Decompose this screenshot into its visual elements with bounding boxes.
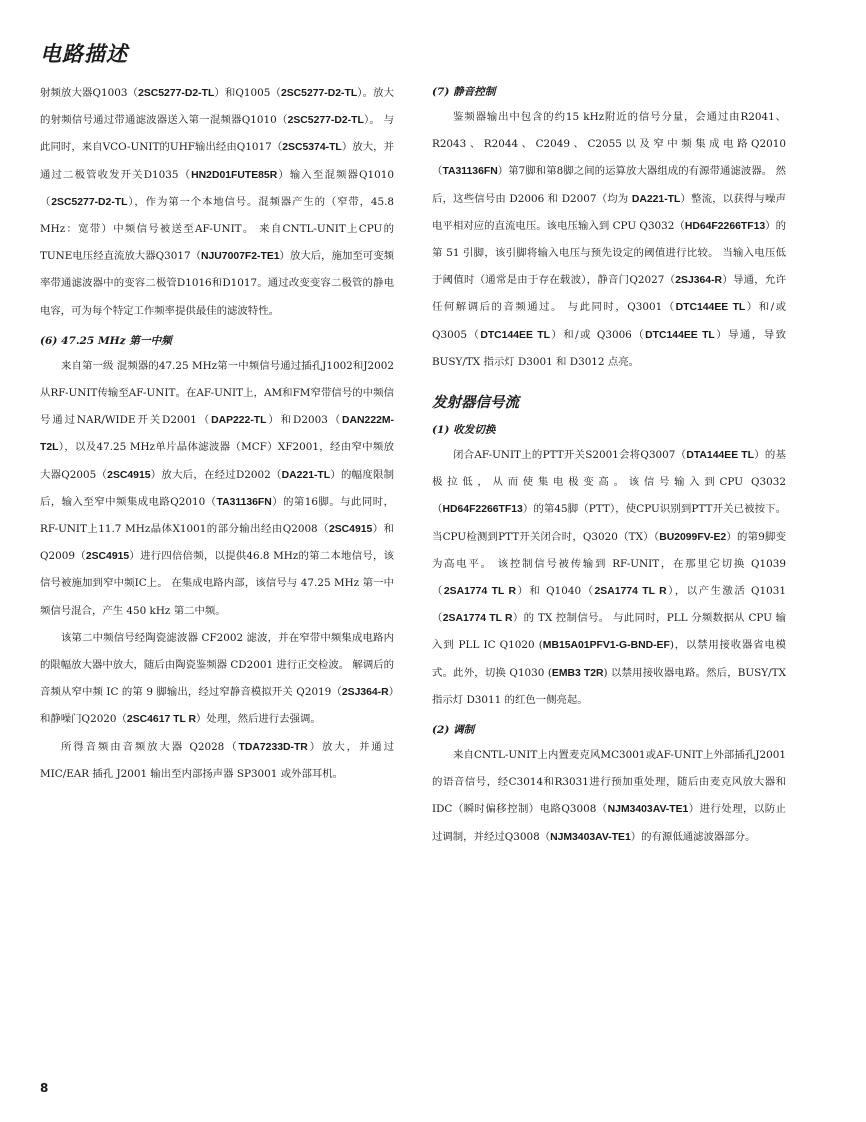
paragraph-text: ）处理，然后进行去强调。 <box>196 713 321 726</box>
paragraph-text: 来自第一级 混频器的47.25 MHz第一中频信号通过插孔J1002和J2002从RF-UNIT传输至AF-UNIT。在AF-UNIT上，AM和FM窄带信号的中频信号通过NAR/WIDE开关D2001（ <box>40 359 394 427</box>
paragraph-text: 射频放大器Q1003（ <box>40 87 139 99</box>
part-number: MB15A01PFV1-G-BND-EF <box>542 640 670 652</box>
part-number: 2SC4915 <box>85 551 130 563</box>
paragraph-text: 所得音频由音频放大器 Q2028（ <box>61 740 239 753</box>
paragraph-text: 闭合AF-UNIT上的PTT开关S2001会将Q3007（ <box>453 449 687 462</box>
part-number: 2SA1774 TL R <box>442 613 513 625</box>
paragraph-text: ）和静噪门Q2020（ <box>40 686 394 726</box>
paragraph-text: ）的第16脚。与此同时，RF-UNIT上11.7 MHz晶体X1001的部分输出经由Q2008（ <box>40 495 394 536</box>
paragraph-text: ）导通，允许任何解调后的音频通过。 与此同时，Q3001（ <box>432 274 787 314</box>
page-title: 电路描述 <box>40 42 128 66</box>
part-number: NJM3403AV-TE1 <box>550 831 631 843</box>
heading-tx-rx-switching: (1) 收发切换 <box>432 424 496 437</box>
page-number: 8 <box>40 1081 49 1095</box>
paragraph-text: ）放大，并通过MIC/EAR 插孔 J2001 输出至内部扬声器 SP3001 或外部耳机。 <box>40 740 395 780</box>
paragraph-text: ），作为第一个本地信号。混频器产生的（窄带，45.8 MHz：宽带）中频信号被送至AF-UNIT。 来自CNTL-UNIT上CPU的TUNE电压经直流放大器Q3017（ <box>40 195 395 263</box>
paragraph-audio-amplifier <box>40 734 394 788</box>
paragraph-text: ）整流，以获得与噪声电平相对应的直流电压。该电压输入到 CPU Q3032（ <box>432 192 787 232</box>
paragraph-text: ）和Q1005（ <box>214 87 281 99</box>
part-number: EMB3 T2R <box>551 667 604 679</box>
part-number: 2SC5374-TL <box>282 142 342 154</box>
paragraph-text: ），以及47.25 MHz单片晶体滤波器（MCF）XF2001，经由窄中频放大器Q2005（ <box>40 441 394 481</box>
paragraph-first-if <box>40 353 394 625</box>
paragraph-modulation <box>432 742 786 851</box>
paragraph-text: ）。放大的射频信号通过带通滤波器送入第一混频器Q1010（ <box>40 87 394 127</box>
part-number: 2SC4915 <box>328 524 373 536</box>
part-number: DAP222-TL <box>211 415 267 427</box>
part-number: 2SJ364-R <box>675 275 723 287</box>
paragraph-text: ）的基极拉低，从而使集电极变高。该信号输入到CPU Q3032（ <box>432 449 786 516</box>
paragraph-text: ）第7脚和第8脚之间的运算放大器组成的有源带通滤波器。 然后，这些信号由 D2006 和 D2007（均为 <box>432 165 786 205</box>
paragraph-text: ）的第 51 引脚，该引脚将输入电压与预先设定的阈值进行比较。 当输入电压低于阈值时（通常是由于存在载波），静音门Q2027（ <box>432 219 786 287</box>
part-number: DTA144EE TL <box>686 450 754 462</box>
paragraph-text: ）的 TX 控制信号。 与此同时，PLL 分频数据从 CPU 输入到 PLL IC Q1020 ( <box>432 612 786 652</box>
paragraph-second-if <box>40 625 394 734</box>
part-number: 2SC5277-D2-TL <box>51 196 128 208</box>
part-number: DTC144EE TL <box>645 329 715 341</box>
paragraph-tx-rx-switching <box>432 442 786 714</box>
paragraph-text: 来自CNTL-UNIT上内置麦克风MC3001或AF-UNIT上外部插孔J2001的语音信号，经C3014和R3031进行预加重处理，随后由麦克风放大器和IDC（瞬时偏移控制）电路Q3008（ <box>432 749 786 816</box>
part-number: 2SC4915 <box>107 469 151 481</box>
paragraph-text: )，以禁用接收器省电模式。此外，切换 Q1030 ( <box>432 639 786 679</box>
part-number: 2SC5277-D2-TL <box>138 88 215 99</box>
paragraph-text: ）和D2003（ <box>266 414 343 427</box>
part-number: 2SC5277-D2-TL <box>280 88 358 99</box>
part-number: 2SA1774 TL R <box>443 586 517 598</box>
part-number: TA31136FN <box>442 166 498 178</box>
paragraph-text: ）输入至混频器Q1010（ <box>40 168 394 208</box>
paragraph-text: ）的第45脚（PTT），使CPU识别到PTT开关已被按下。 当CPU检测到PTT开关闭合时，Q3020（TX）（ <box>432 503 786 543</box>
part-number: TDA7233D-TR <box>238 741 308 753</box>
part-number: DTC144EE TL <box>480 329 550 341</box>
paragraph-text: ）进行处理，以防止过调制，并经过Q3008（ <box>432 803 786 843</box>
paragraph-text: ）和/或 Q3006（ <box>549 328 646 341</box>
part-number: BU2099FV-E2 <box>659 531 727 543</box>
paragraph-text: 鉴频器输出中包含的约15 kHz附近的信号分量，会通过由R2041、R2043、R2044、C2049、C2055以及窄中频集成电路Q2010（ <box>432 111 786 178</box>
right-column <box>432 80 786 851</box>
part-number: TA31136FN <box>216 496 272 508</box>
paragraph-text: ）和/或 Q3005（ <box>432 301 786 341</box>
part-number: 2SJ364-R <box>341 687 389 699</box>
paragraph-text: ）进行四倍倍频，以提供46.8 MHz的第二本地信号，该信号被施加到窄中频IC上。 在集成电路内部，该信号与 47.25 MHz 第一中频信号混合，产生 450 kHz 第二中频。 <box>40 550 394 617</box>
part-number: NJM3403AV-TE1 <box>607 804 689 816</box>
paragraph-rf-amplifier <box>40 80 394 325</box>
paragraph-text: ）和 Q1040（ <box>516 585 595 598</box>
paragraph-text: ）和Q2009（ <box>40 523 395 563</box>
part-number: DTC144EE TL <box>675 302 746 314</box>
part-number: 2SC4617 TL R <box>126 714 197 726</box>
part-number: 2SA1774 TL R <box>594 586 667 598</box>
paragraph-text: ）的幅度限制后，输入至窄中频集成电路Q2010（ <box>40 468 395 508</box>
part-number: DA221-TL <box>631 193 681 205</box>
paragraph-text: ) 以禁用接收器电路。然后，BUSY/TX 指示灯 D3011 的红色一侧亮起。 <box>432 666 786 706</box>
paragraph-text: ）。 与此同时，来自VCO-UNIT的UHF输出经由Q1017（ <box>40 114 394 154</box>
paragraph-text: ）放大，并通过二极管收发开关D1035（ <box>40 141 394 181</box>
part-number: HD64F2266TF13 <box>442 504 523 516</box>
part-number: 2SC5277-D2-TL <box>287 115 364 127</box>
paragraph-text: ）的第9脚变为高电平。 该控制信号被传输到 RF-UNIT，在那里它切换 Q1039（ <box>432 530 786 598</box>
part-number: NJU7007F2-TE1 <box>201 251 280 263</box>
part-number: DA221-TL <box>281 469 331 481</box>
part-number: DAN222M-T2L <box>40 415 394 454</box>
heading-squelch-control: (7) 静音控制 <box>432 86 496 98</box>
section-transmitter-signal-flow: 发射器信号流 <box>432 395 519 412</box>
part-number: HN2D01FUTE85R <box>191 169 278 181</box>
paragraph-text: ）放大后，在经过D2002（ <box>150 468 282 481</box>
heading-first-if: (6) 47.25 MHz 第一中频 <box>40 334 172 347</box>
paragraph-text: ），以产生激活 Q1031（ <box>432 585 786 625</box>
paragraph-text: ）导通，导致 BUSY/TX 指示灯 D3001 和 D3012 点亮。 <box>432 328 787 368</box>
heading-modulation: (2) 调制 <box>432 724 475 737</box>
part-number: HD64F2266TF13 <box>684 220 766 232</box>
left-column <box>40 80 394 788</box>
paragraph-text: 该第二中频信号经陶瓷滤波器 CF2002 滤波，并在窄带中频集成电路内的限幅放大器中放大，随后由陶瓷鉴频器 CD2001 进行正交检波。 解调后的音频从窄中频 IC 的第 9 脚输出，经过窄静音模拟开关 Q2019（ <box>40 631 394 699</box>
paragraph-text: ）放大后，施加至可变频率带通滤波器中的变容二极管D1016和D1017。通过改变变容二极管的静电电容，可为每个特定工作频率提供最佳的滤波特性。 <box>40 250 394 317</box>
paragraph-text: ）的有源低通滤波器部分。 <box>630 830 756 843</box>
paragraph-squelch-control <box>432 104 786 376</box>
